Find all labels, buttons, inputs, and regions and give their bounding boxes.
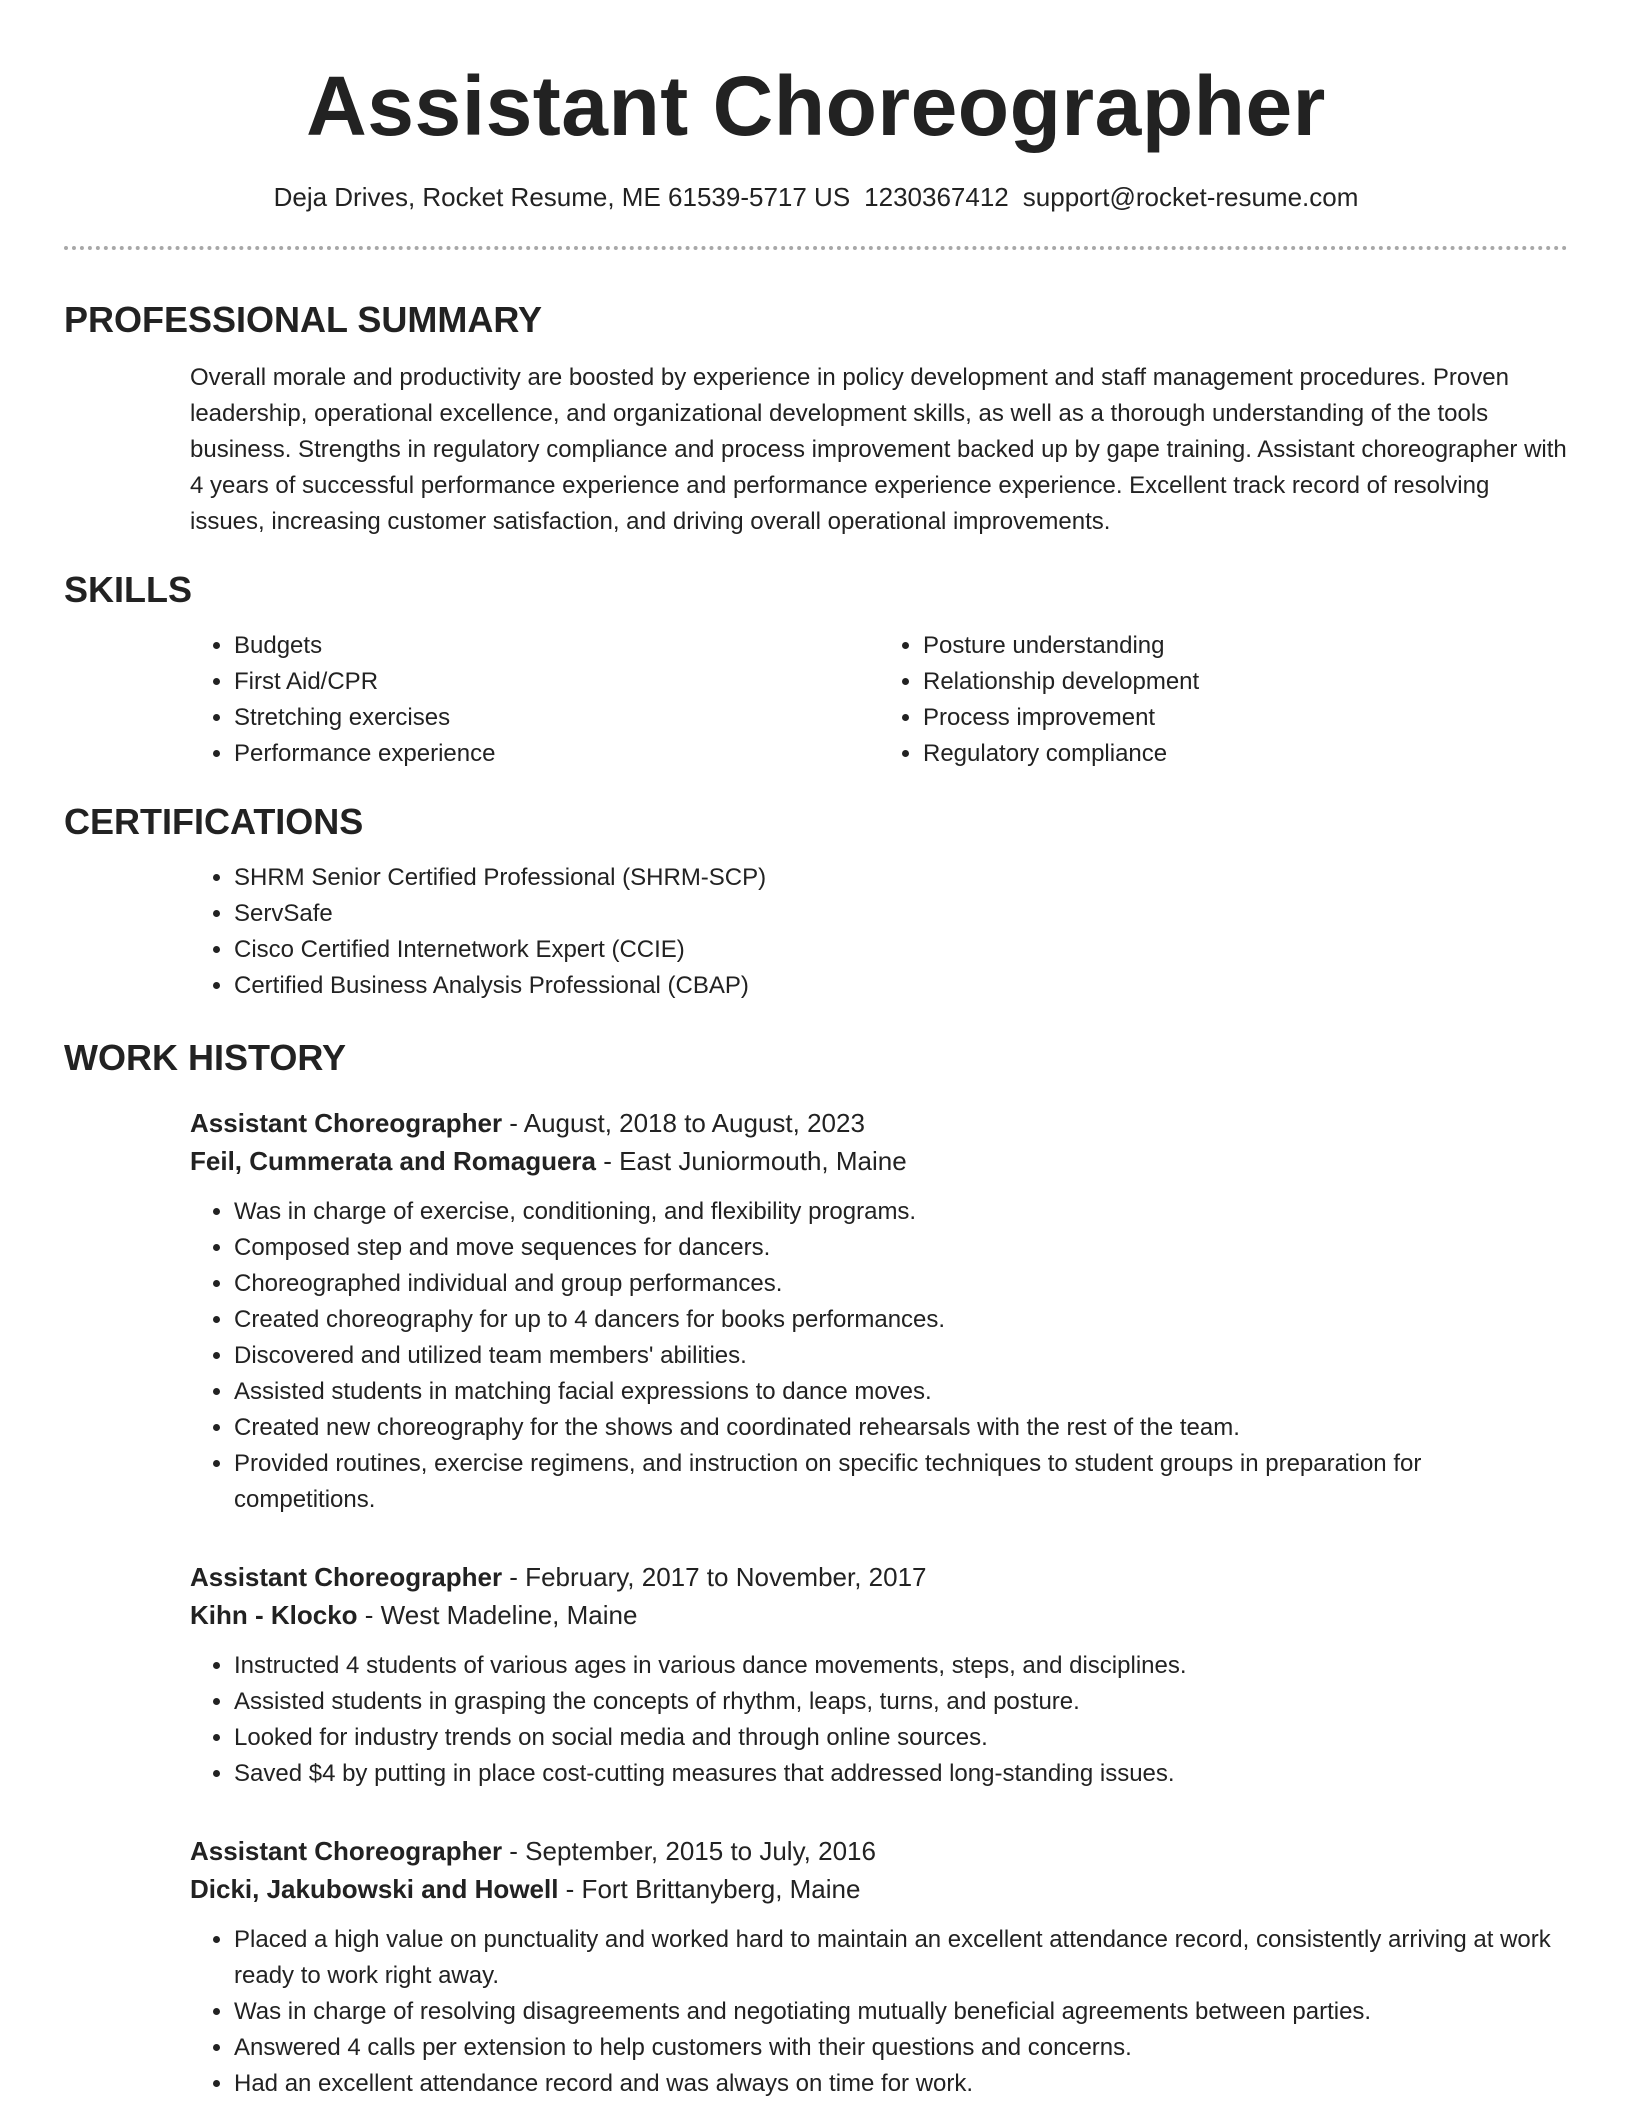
job-bullet: • Composed step and move sequences for dancers. xyxy=(234,1230,1568,1266)
contact-address: Deja Drives, Rocket Resume, ME 61539-5717 US xyxy=(273,182,851,212)
job-role: Assistant Choreographer xyxy=(190,1108,503,1138)
job-company-line xyxy=(190,1596,1568,1634)
contact-phone: 1230367412 xyxy=(864,182,1009,212)
job-company: Dicki, Jakubowski and Howell xyxy=(190,1874,559,1904)
job-dates: - September, 2015 to July, 2016 xyxy=(502,1836,876,1866)
job-company-line xyxy=(190,1870,1568,1908)
job-bullet: • Assisted students in matching facial expressions to dance moves. xyxy=(234,1374,1568,1410)
certifications-list xyxy=(190,860,1568,1004)
job-entry xyxy=(190,1558,1568,1792)
job-bullet: • Was in charge of resolving disagreements and negotiating mutually beneficial agreements between parties. xyxy=(234,1994,1568,2030)
skill-item: • Regulatory compliance xyxy=(923,736,1568,772)
job-bullet: • Discovered and utilized team members' abilities. xyxy=(234,1338,1568,1374)
skill-item: • Process improvement xyxy=(923,700,1568,736)
section-title-summary: PROFESSIONAL SUMMARY xyxy=(64,299,543,340)
skill-item: • Posture understanding xyxy=(923,628,1568,664)
section-title-skills: SKILLS xyxy=(64,569,193,610)
job-bullet: • Looked for industry trends on social media and through online sources. xyxy=(234,1720,1568,1756)
certification-item: • SHRM Senior Certified Professional (SHRM-SCP) xyxy=(234,860,1568,896)
job-bullet: • Was in charge of exercise, conditioning, and flexibility programs. xyxy=(234,1194,1568,1230)
certification-item: • Certified Business Analysis Professional (CBAP) xyxy=(234,968,1568,1004)
job-location: - West Madeline, Maine xyxy=(357,1600,638,1630)
job-location: - East Juniormouth, Maine xyxy=(596,1146,907,1176)
job-location: - Fort Brittanyberg, Maine xyxy=(558,1874,861,1904)
job-bullets xyxy=(190,1648,1568,1792)
job-bullet: • Answered 4 calls per extension to help customers with their questions and concerns. xyxy=(234,2030,1568,2066)
job-company: Feil, Cummerata and Romaguera xyxy=(190,1146,596,1176)
job-bullet: • Placed a high value on punctuality and worked hard to maintain an excellent attendance record, consistently arriving at work ready to work right away. xyxy=(234,1922,1568,1994)
skill-item: • Relationship development xyxy=(923,664,1568,700)
job-bullet: • Assisted students in grasping the concepts of rhythm, leaps, turns, and posture. xyxy=(234,1684,1568,1720)
section-title-work-history: WORK HISTORY xyxy=(64,1037,347,1078)
skills-column-left xyxy=(190,628,879,772)
job-title-line xyxy=(190,1104,1568,1142)
section-title-certifications: CERTIFICATIONS xyxy=(64,801,364,842)
job-title-line xyxy=(190,1558,1568,1596)
resume-name: Assistant Choreographer xyxy=(306,59,1326,153)
job-bullet: • Provided routines, exercise regimens, and instruction on specific techniques to student groups in preparation for competitions. xyxy=(234,1446,1568,1518)
summary-text: Overall morale and productivity are boosted by experience in policy development and staff management procedures. Proven leadership, operational excellence, and organizational development skills, as well as a thorough understanding of the tools business. Strengths in regulatory compliance and process improvement backed up by gape training. Assistant choreographer with 4 years of successful performance experience and performance experience experience. Excellent track record of resolving issues, increasing customer satisfaction, and driving overall operational improvements. xyxy=(190,364,1567,535)
job-title-line xyxy=(190,1832,1568,1870)
job-bullets xyxy=(190,1922,1568,2102)
skill-item: • Budgets xyxy=(234,628,879,664)
skills-list xyxy=(190,628,1568,772)
job-dates: - August, 2018 to August, 2023 xyxy=(502,1108,865,1138)
job-company: Kihn - Klocko xyxy=(190,1600,358,1630)
job-dates: - February, 2017 to November, 2017 xyxy=(502,1562,927,1592)
contact-email: support@rocket-resume.com xyxy=(1022,182,1359,212)
job-entry xyxy=(190,1832,1568,2102)
job-company-line xyxy=(190,1142,1568,1180)
skill-item: • Stretching exercises xyxy=(234,700,879,736)
certification-item: • ServSafe xyxy=(234,896,1568,932)
job-entry xyxy=(190,1104,1568,1518)
certification-item: • Cisco Certified Internetwork Expert (CCIE) xyxy=(234,932,1568,968)
job-role: Assistant Choreographer xyxy=(190,1836,503,1866)
skill-item: • Performance experience xyxy=(234,736,879,772)
job-bullet: • Choreographed individual and group performances. xyxy=(234,1266,1568,1302)
job-bullet: • Had an excellent attendance record and was always on time for work. xyxy=(234,2066,1568,2102)
job-bullet: • Created new choreography for the shows and coordinated rehearsals with the rest of the team. xyxy=(234,1410,1568,1446)
header-divider xyxy=(64,246,1568,250)
job-bullet: • Created choreography for up to 4 dancers for books performances. xyxy=(234,1302,1568,1338)
job-bullet: • Instructed 4 students of various ages in various dance movements, steps, and disciplines. xyxy=(234,1648,1568,1684)
skills-column-right xyxy=(879,628,1568,772)
skill-item: • First Aid/CPR xyxy=(234,664,879,700)
job-role: Assistant Choreographer xyxy=(190,1562,503,1592)
contact-line xyxy=(64,180,1568,214)
job-bullets xyxy=(190,1194,1568,1518)
job-bullet: • Saved $4 by putting in place cost-cutting measures that addressed long-standing issues. xyxy=(234,1756,1568,1792)
